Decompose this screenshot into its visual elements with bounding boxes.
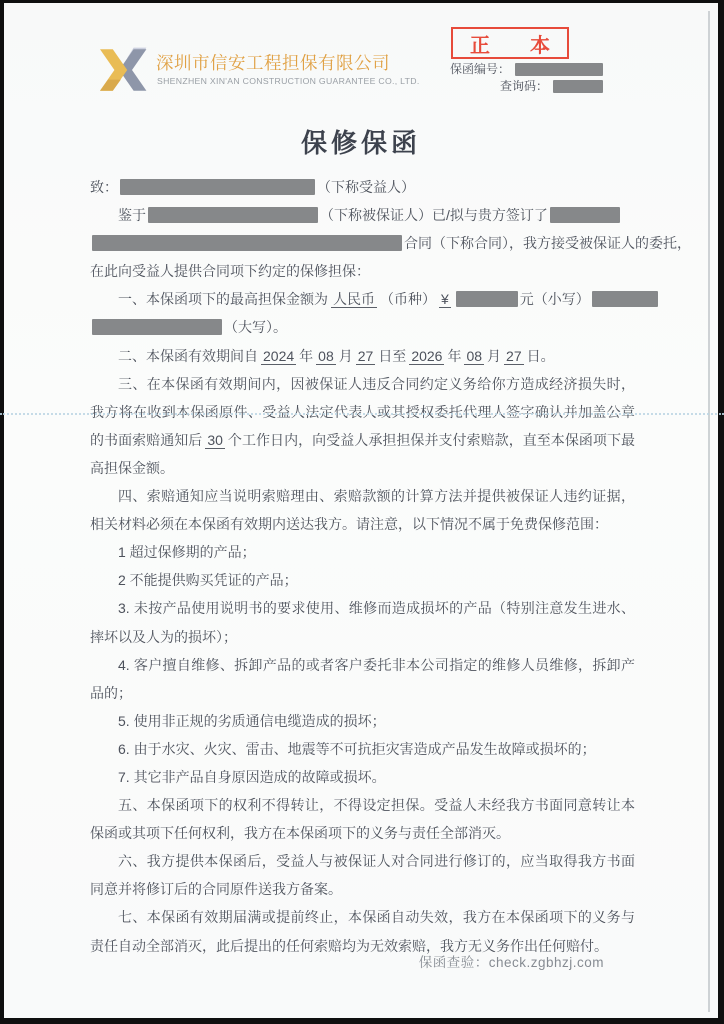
- text-segment: 元（小写）: [519, 291, 590, 308]
- clause-6-amendment: 六、我方提供本保函后，受益人与被保证人对合同进行修订的，应当取得我方书面同意并将修订后的合同原件送我方备案。: [90, 853, 635, 898]
- exclusion-item-2: 2 不能提供购买凭证的产品；: [118, 572, 298, 589]
- verification-label: 保函查验：: [418, 955, 489, 970]
- clause-1-line-1: [90, 285, 635, 313]
- underlined-value: ¥: [441, 291, 449, 308]
- redaction-bar: [515, 63, 603, 76]
- underlined-value: 27: [506, 347, 522, 364]
- text-segment: 致：: [90, 179, 118, 195]
- underlined-value: 2026: [411, 347, 443, 364]
- original-copy-stamp: 正 本: [451, 27, 569, 59]
- text-segment: 合同（下称合同），我方接受被保证人的委托，: [404, 235, 691, 252]
- whereas-line: [90, 201, 635, 229]
- text-segment: 个工作日内，向受益人承担担保并支付索赔款，直至本保函项下最高担保金额。: [90, 431, 636, 476]
- clause-1-line-2: [90, 313, 635, 341]
- exclusion-item-7: 7. 其它非产品自身原因造成的故障或损坏。: [118, 768, 386, 785]
- text-segment: 保函编号：: [449, 62, 510, 76]
- text-segment: 三、在本保函有效期间内，因被保证人违反合同约定义务给你方造成经济损失时，我方将在收到本保函原件、受益人法定代表人或其授权委托代理人签字确认并加盖公章的书面索赔通知后: [90, 375, 635, 448]
- document-page: [4, 3, 718, 1018]
- redaction-bar: [92, 319, 222, 335]
- exclusion-item-4: 4. 客户擅自维修、拆卸产品的或者客户委托非本公司指定的维修人员维修，拆卸产品的；: [90, 656, 635, 701]
- text-segment: 一、本保函项下的最高担保金额为: [118, 291, 328, 308]
- exclusion-item-1: 1 超过保修期的产品；: [118, 544, 256, 561]
- underlined-value: 30: [207, 431, 223, 448]
- text-segment: （币种）: [380, 291, 436, 308]
- text-segment: 鉴于: [118, 207, 146, 224]
- page-edge: [708, 11, 710, 1012]
- verification-footer: [419, 951, 604, 971]
- clause-3-compensation: [90, 370, 635, 482]
- scan-artifact-line: [0, 413, 724, 415]
- text-segment: 年: [447, 347, 462, 364]
- text-segment: 年: [299, 347, 314, 364]
- guarantee-intro-line: [90, 257, 635, 285]
- redaction-bar: [456, 291, 518, 307]
- underlined-value: 08: [466, 347, 483, 364]
- text-segment: （下称被保证人）已/拟与贵方签订了: [320, 207, 548, 224]
- redaction-bar: [92, 235, 402, 251]
- exclusion-item-3: 3. 未按产品使用说明书的要求使用、维修而造成损坏的产品（特别注意发生进水、摔坏以及人为的损坏）；: [90, 600, 635, 645]
- text-segment: 日。: [526, 347, 555, 364]
- exclusion-item-5: 5. 使用非正规的劣质通信电缆造成的损坏；: [118, 712, 386, 729]
- underlined-value: 人民币: [333, 291, 375, 308]
- document-title: 保修保函: [300, 128, 421, 158]
- document-body: [90, 173, 691, 960]
- exclusion-item-6: 6. 由于水灾、火灾、雷击、地震等不可抗拒灾害造成产品发生故障或损坏的；: [118, 740, 596, 757]
- text-segment: 在此向受益人提供合同项下约定的保修担保：: [90, 263, 370, 280]
- company-name-cn: 深圳市信安工程担保有限公司: [156, 53, 390, 73]
- underlined-value: 27: [357, 347, 374, 364]
- clause-4-claim-notice: 四、索赔通知应当说明索赔理由、索赔款额的计算方法并提供被保证人违约证据，相关材料必须在本保函有效期内送达我方。请注意，以下情况不属于免费保修范围：: [90, 488, 635, 533]
- clause-7-expiry: 七、本保函有效期届满或提前终止，本保函自动失效，我方在本保函项下的义务与责任自动全部消灭，此后提出的任何索赔均为无效索赔，我方无义务作出任何赔付。: [90, 909, 635, 954]
- verification-url: check.zgbhzj.com: [488, 955, 604, 970]
- redaction-bar: [148, 207, 318, 223]
- clause-5-no-transfer: 五、本保函项下的权利不得转让，不得设定担保。受益人未经我方书面同意转让本保函或其项下任何权利，我方在本保函项下的义务与责任全部消灭。: [90, 797, 635, 842]
- redaction-bar: [553, 80, 603, 93]
- company-name-en: SHENZHEN XIN'AN CONSTRUCTION GUARANTEE CO., LTD.: [157, 76, 420, 86]
- clause-2-validity-period: [90, 342, 635, 370]
- redaction-bar: [592, 291, 658, 307]
- text-segment: （大写）。: [224, 319, 287, 336]
- underlined-value: 08: [318, 347, 334, 364]
- guarantee-number-row: [450, 60, 605, 75]
- text-segment: 日至: [378, 347, 407, 364]
- text-segment: 月: [338, 347, 353, 364]
- text-segment: 月: [487, 347, 502, 364]
- query-code-row: [450, 77, 605, 92]
- company-logo-icon: [100, 47, 148, 93]
- text-segment: 二、本保函有效期间自: [118, 347, 258, 364]
- text-segment: （下称受益人）: [317, 179, 415, 195]
- guarantee-meta: [450, 60, 605, 94]
- redaction-bar: [120, 179, 315, 195]
- underlined-value: 2024: [263, 347, 295, 364]
- contract-line: [90, 229, 691, 257]
- addressee-line: [90, 173, 635, 201]
- redaction-bar: [550, 207, 620, 223]
- text-segment: 查询码：: [499, 79, 548, 93]
